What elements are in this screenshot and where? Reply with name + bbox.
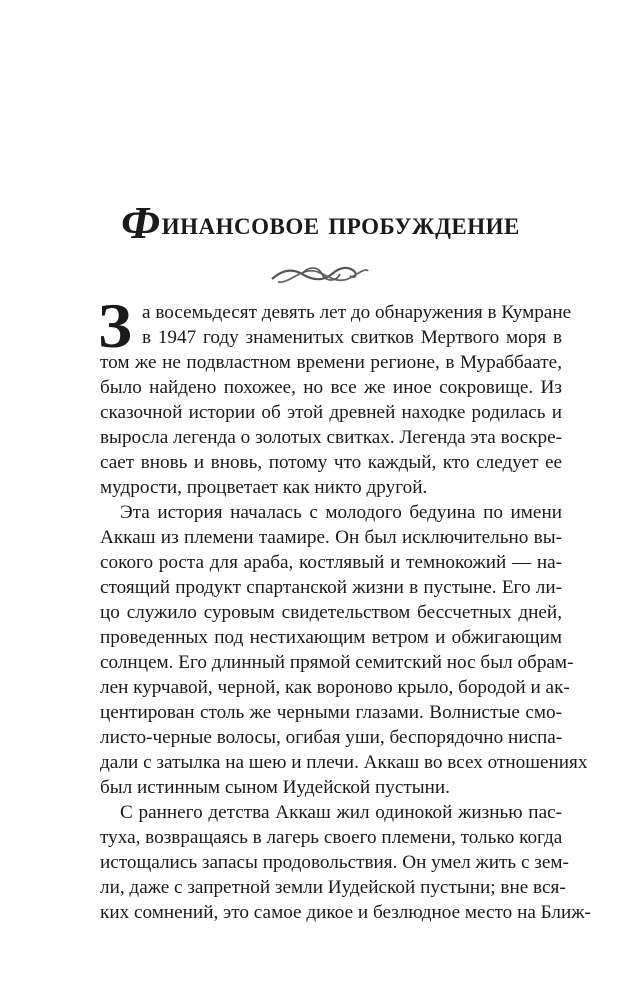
text-line: истощались запасы продовольствия. Он умел жить с зем- bbox=[100, 852, 569, 873]
text-line: выросла легенда о золотых свитках. Легенда эта воскре- bbox=[100, 427, 562, 448]
text-line: сказочной истории об этой древней находке родилась и bbox=[100, 402, 562, 423]
text-line: был истинным сыном Иудейской пустыни. bbox=[100, 777, 450, 798]
text-line: было найдено похожее, но все же иное сокровище. Из bbox=[100, 377, 562, 398]
text-line: стоящий продукт спартанской жизни в пустыне. Его ли- bbox=[100, 577, 562, 598]
title-rest: инансовое пробуждение bbox=[161, 206, 520, 242]
text-line: том же не подвластном времени регионе, в Мураббаате, bbox=[100, 352, 562, 373]
drop-cap: З bbox=[98, 290, 132, 361]
text-line: цо служило суровым свидетельством бессчетных дней, bbox=[100, 602, 562, 623]
text-line: С раннего детства Аккаш жил одинокой жизнью пас- bbox=[120, 802, 562, 823]
text-line: листо-черные волосы, огибая уши, беспорядочно ниспа- bbox=[100, 727, 563, 748]
paragraph bbox=[100, 800, 591, 925]
chapter-title bbox=[0, 196, 641, 249]
text-line: а восемьдесят девять лет до обнаружения в Кумране bbox=[142, 302, 572, 323]
body-text bbox=[98, 290, 591, 925]
text-line: сает вновь и вновь, потому что каждый, кто следует ее bbox=[100, 452, 562, 473]
text-line: лен курчавой, черной, как вороново крыло, бородой и ак- bbox=[100, 677, 570, 698]
text-line: сокого роста для араба, костлявый и темнокожий — на- bbox=[100, 552, 562, 573]
text-line: проведенных под нестихающим ветром и обжигающим bbox=[100, 627, 562, 648]
text-line: Эта история началась с молодого бедуина по имени bbox=[120, 502, 562, 523]
title-initial: Ф bbox=[121, 197, 161, 248]
text-line: в 1947 году знаменитых свитков Мертвого моря в bbox=[142, 327, 562, 348]
ornamental-flourish-icon bbox=[268, 262, 372, 286]
text-line: дали с затылка на шею и плечи. Аккаш во всех отношениях bbox=[100, 752, 588, 773]
text-line: центирован столь же черными глазами. Волнистые смо- bbox=[100, 702, 562, 723]
paragraph bbox=[100, 500, 588, 800]
text-line: туха, возвращаясь в лагерь своего племени, только когда bbox=[100, 827, 563, 848]
paragraph bbox=[100, 300, 572, 500]
text-line: мудрости, процветает как никто другой. bbox=[100, 477, 428, 498]
text-line: Аккаш из племени таамире. Он был исключительно вы- bbox=[100, 527, 562, 548]
text-line: солнцем. Его длинный прямой семитский нос был обрам- bbox=[100, 652, 574, 673]
text-line: ли, даже с запретной земли Иудейской пустыни; вне вся- bbox=[100, 877, 566, 898]
text-line: ких сомнений, это самое дикое и безлюдное место на Ближ- bbox=[100, 902, 591, 923]
